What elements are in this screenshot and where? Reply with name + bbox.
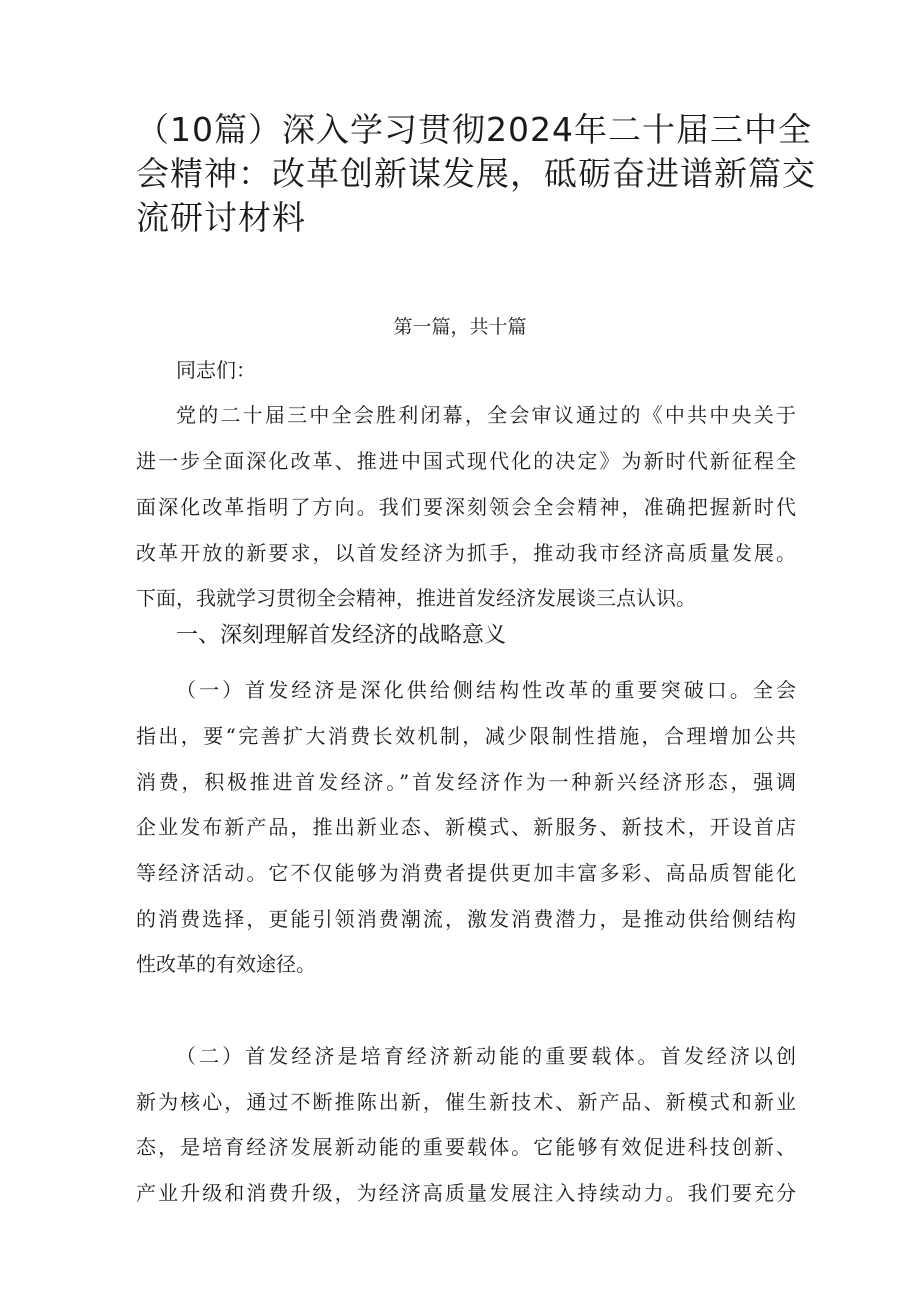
paragraph-line: 等经济活动。它不仅能够为消费者提供更加丰富多彩、高品质智能化 <box>136 861 796 885</box>
paragraph-line: （一）首发经济是深化供给侧结构性改革的重要突破口。全会 <box>176 678 796 702</box>
intro-line: 下面，我就学习贯彻全会精神，推进首发经济发展谈三点认识。 <box>136 586 696 610</box>
paragraph-line: 指出，要“完善扩大消费长效机制，减少限制性措施，合理增加公共 <box>136 724 796 748</box>
document-subtitle: 第一篇，共十篇 <box>393 316 527 338</box>
paragraph-line: 新为核心，通过不断推陈出新，催生新技术、新产品、新模式和新业 <box>136 1090 796 1114</box>
intro-line: 改革开放的新要求，以首发经济为抓手，推动我市经济高质量发展。 <box>136 541 796 565</box>
intro-line: 党的二十届三中全会胜利闭幕，全会审议通过的《中共中央关于 <box>176 403 796 427</box>
intro-line: 面深化改革指明了方向。我们要深刻领会全会精神，准确把握新时代 <box>136 495 796 519</box>
paragraph-line: （二）首发经济是培育经济新动能的重要载体。首发经济以创 <box>176 1044 796 1068</box>
intro-line: 进一步全面深化改革、推进中国式现代化的决定》为新时代新征程全 <box>136 449 796 473</box>
title-line-2: 会精神：改革创新谋发展，砥砺奋进谱新篇交 <box>136 154 816 193</box>
title-line-1: （10篇）深入学习贯彻2024年二十届三中全 <box>136 110 812 149</box>
document-title <box>136 108 816 240</box>
paragraph-line: 产业升级和消费升级，为经济高质量发展注入持续动力。我们要充分 <box>136 1181 796 1205</box>
paragraph-line: 的消费选择，更能引领消费潮流，激发消费潜力，是推动供给侧结构 <box>136 907 796 931</box>
title-line-3: 流研讨材料 <box>136 198 306 237</box>
greeting: 同志们： <box>176 358 256 382</box>
paragraph-line: 企业发布新产品，推出新业态、新模式、新服务、新技术，开设首店 <box>136 815 796 839</box>
paragraph-line: 性改革的有效途径。 <box>136 952 316 976</box>
paragraph-line: 态，是培育经济发展新动能的重要载体。它能够有效促进科技创新、 <box>136 1135 796 1159</box>
section-heading: 一、深刻理解首发经济的战略意义 <box>176 623 507 648</box>
paragraph-line: 消费，积极推进首发经济。”首发经济作为一种新兴经济形态，强调 <box>136 770 796 794</box>
